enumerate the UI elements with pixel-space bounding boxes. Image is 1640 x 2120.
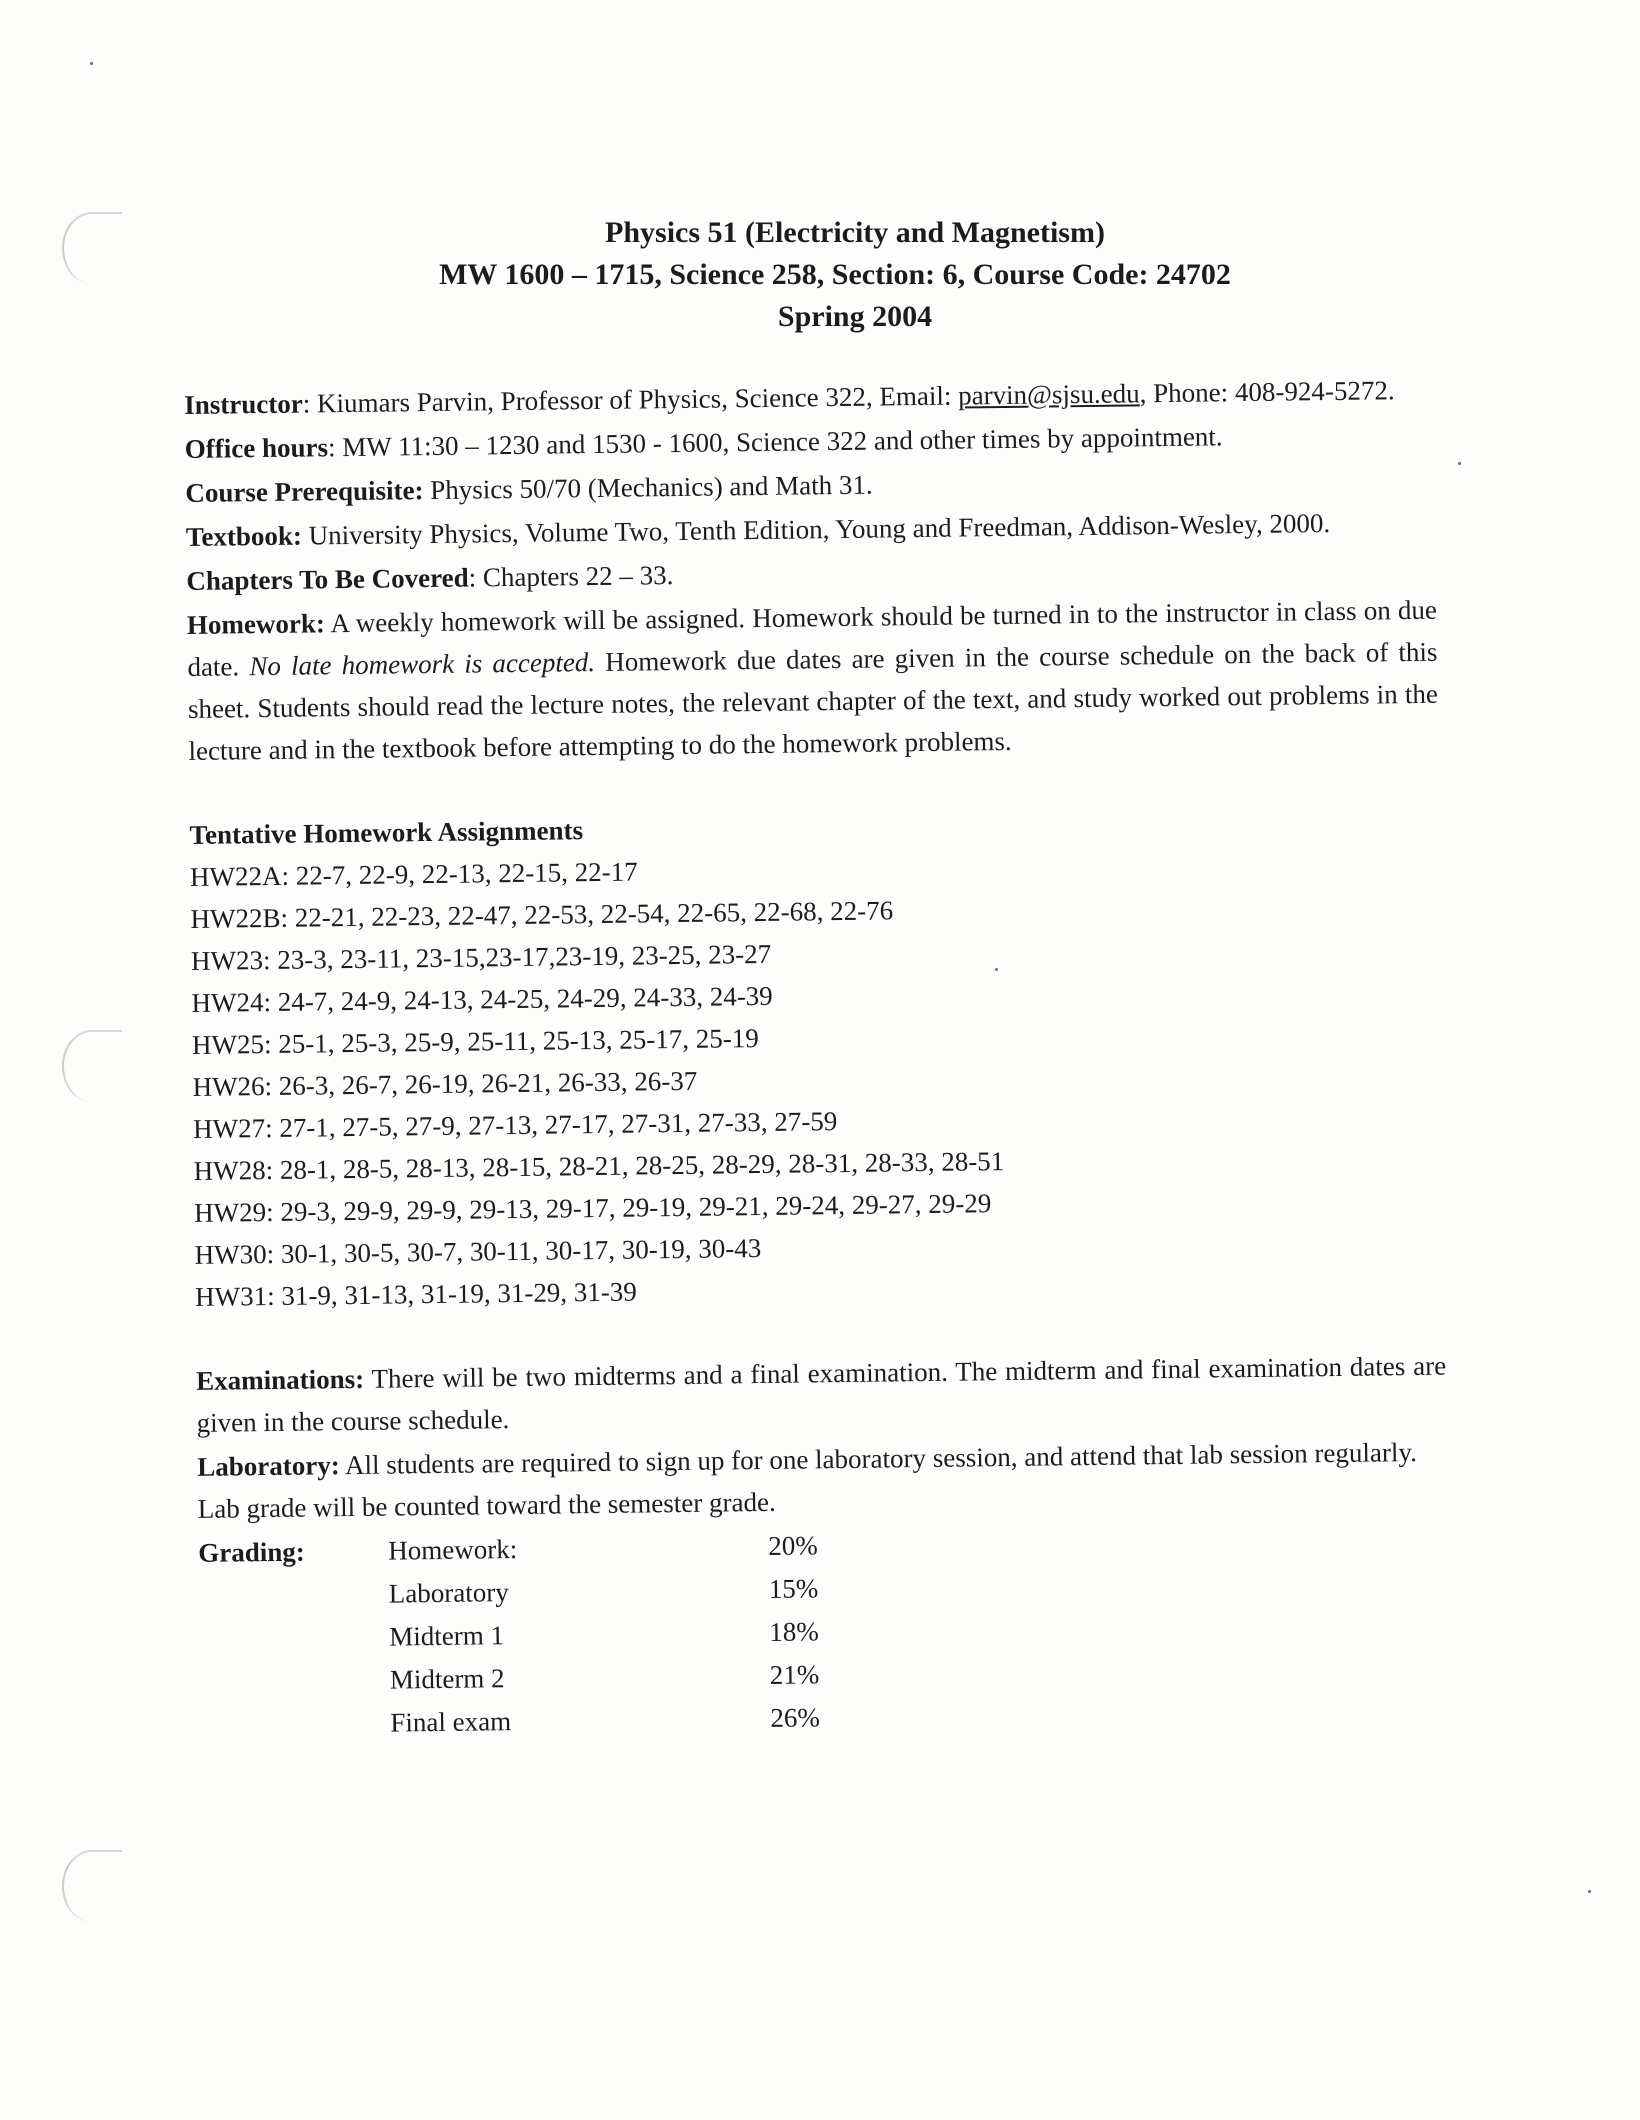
grading-percent: 18% xyxy=(769,1616,819,1647)
grading-item: Midterm 1 xyxy=(389,1620,505,1652)
assignments-heading: Tentative Homework Assignments xyxy=(189,815,584,850)
laboratory-text: All students are required to sign up for one laboratory session, and attend that lab session regularly. Lab grade will be counted toward the semester grade. xyxy=(197,1437,1418,1524)
course-schedule-line: MW 1600 – 1715, Science 258, Section: 6, Course Code: 24702 xyxy=(439,258,1231,291)
examinations-info xyxy=(196,1345,1447,1444)
list-item: HW22B: 22-21, 22-23, 22-47, 22-53, 22-54, 22-65, 22-68, 22-76 xyxy=(190,895,894,934)
instructor-phone-text: , Phone: 408-924-5272. xyxy=(1139,375,1395,409)
office-hours-text: : MW 11:30 – 1230 and 1530 - 1600, Science 322 and other times by appointment. xyxy=(327,421,1223,463)
list-item: HW26: 26-3, 26-7, 26-19, 26-21, 26-33, 26-37 xyxy=(192,1065,698,1102)
list-item: HW28: 28-1, 28-5, 28-13, 28-15, 28-21, 28-25, 28-29, 28-31, 28-33, 28-51 xyxy=(193,1146,1005,1186)
scan-speck xyxy=(90,62,93,65)
assignments-list xyxy=(190,841,1446,1318)
grading-item: Final exam xyxy=(390,1706,512,1738)
chapters-text: : Chapters 22 – 33. xyxy=(468,560,674,593)
course-term: Spring 2004 xyxy=(777,300,933,333)
list-item: HW29: 29-3, 29-9, 29-9, 29-13, 29-17, 29-19, 29-21, 29-24, 29-27, 29-29 xyxy=(193,1188,992,1228)
scan-speck xyxy=(1458,462,1461,465)
examinations-text: There will be two midterms and a final examination. The midterm and final examination dates are given in the course schedule. xyxy=(196,1350,1447,1438)
list-item: HW27: 27-1, 27-5, 27-9, 27-13, 27-17, 27-31, 27-33, 27-59 xyxy=(192,1106,838,1144)
course-title: Physics 51 (Electricity and Magnetism) xyxy=(605,216,1105,249)
grading-item: Midterm 2 xyxy=(389,1663,505,1695)
grading-percent: 20% xyxy=(768,1530,818,1561)
homework-text-2: Homework due dates are given in the course schedule on the back of this sheet. Students should read the lecture notes, the relevant chapter of the text, and study worked out problems in the lecture and in the textbook before attempting to do the homework problems. xyxy=(187,636,1439,766)
textbook-label: Textbook: xyxy=(185,520,303,552)
grading-percent: 15% xyxy=(768,1573,819,1604)
list-item: HW23: 23-3, 23-11, 23-15,23-17,23-19, 23-25, 23-27 xyxy=(190,938,772,976)
laboratory-info xyxy=(197,1431,1448,1530)
late-homework-notice: No late homework is accepted. xyxy=(249,646,596,682)
grading-percent: 21% xyxy=(769,1659,820,1690)
office-hours-label: Office hours xyxy=(184,432,329,464)
instructor-email-link[interactable]: parvin@sjsu.edu xyxy=(957,378,1140,411)
examinations-label: Examinations: xyxy=(195,1363,365,1396)
list-item: HW22A: 22-7, 22-9, 22-13, 22-15, 22-17 xyxy=(189,856,638,892)
list-item: HW30: 30-1, 30-5, 30-7, 30-11, 30-17, 30-19, 30-43 xyxy=(194,1233,762,1270)
instructor-text: : Kiumars Parvin, Professor of Physics, Science 322, Email: xyxy=(302,380,959,419)
list-item: HW31: 31-9, 31-13, 31-19, 31-29, 31-39 xyxy=(194,1276,638,1312)
syllabus-body xyxy=(184,369,1451,1747)
grading-item: Laboratory xyxy=(388,1577,509,1609)
punch-hole-middle xyxy=(62,1030,122,1102)
laboratory-label: Laboratory: xyxy=(197,1450,340,1482)
grading-table xyxy=(198,1517,1451,1747)
prerequisite-label: Course Prerequisite: xyxy=(185,475,424,508)
homework-label: Homework: xyxy=(186,608,326,640)
list-item: HW24: 24-7, 24-9, 24-13, 24-25, 24-29, 24-33, 24-39 xyxy=(191,980,773,1018)
homework-text-1: A weekly homework will be assigned. Homework should be turned in to the instructor in class on due date. xyxy=(187,594,1438,682)
list-item: HW25: 25-1, 25-3, 25-9, 25-11, 25-13, 25-17, 25-19 xyxy=(191,1023,759,1060)
grading-item: Homework: xyxy=(388,1534,518,1566)
textbook-text: University Physics, Volume Two, Tenth Edition, Young and Freedman, Addison-Wesley, 2000. xyxy=(301,508,1331,551)
chapters-label: Chapters To Be Covered xyxy=(186,562,469,596)
punch-hole-bottom xyxy=(62,1850,122,1922)
course-header xyxy=(0,212,1640,338)
grading-label: Grading: xyxy=(198,1536,305,1568)
homework-policy xyxy=(187,589,1439,772)
prerequisite-text: Physics 50/70 (Mechanics) and Math 31. xyxy=(423,469,873,506)
instructor-label: Instructor xyxy=(184,388,303,420)
scan-speck xyxy=(1588,1890,1591,1893)
grading-percent: 26% xyxy=(770,1702,821,1733)
